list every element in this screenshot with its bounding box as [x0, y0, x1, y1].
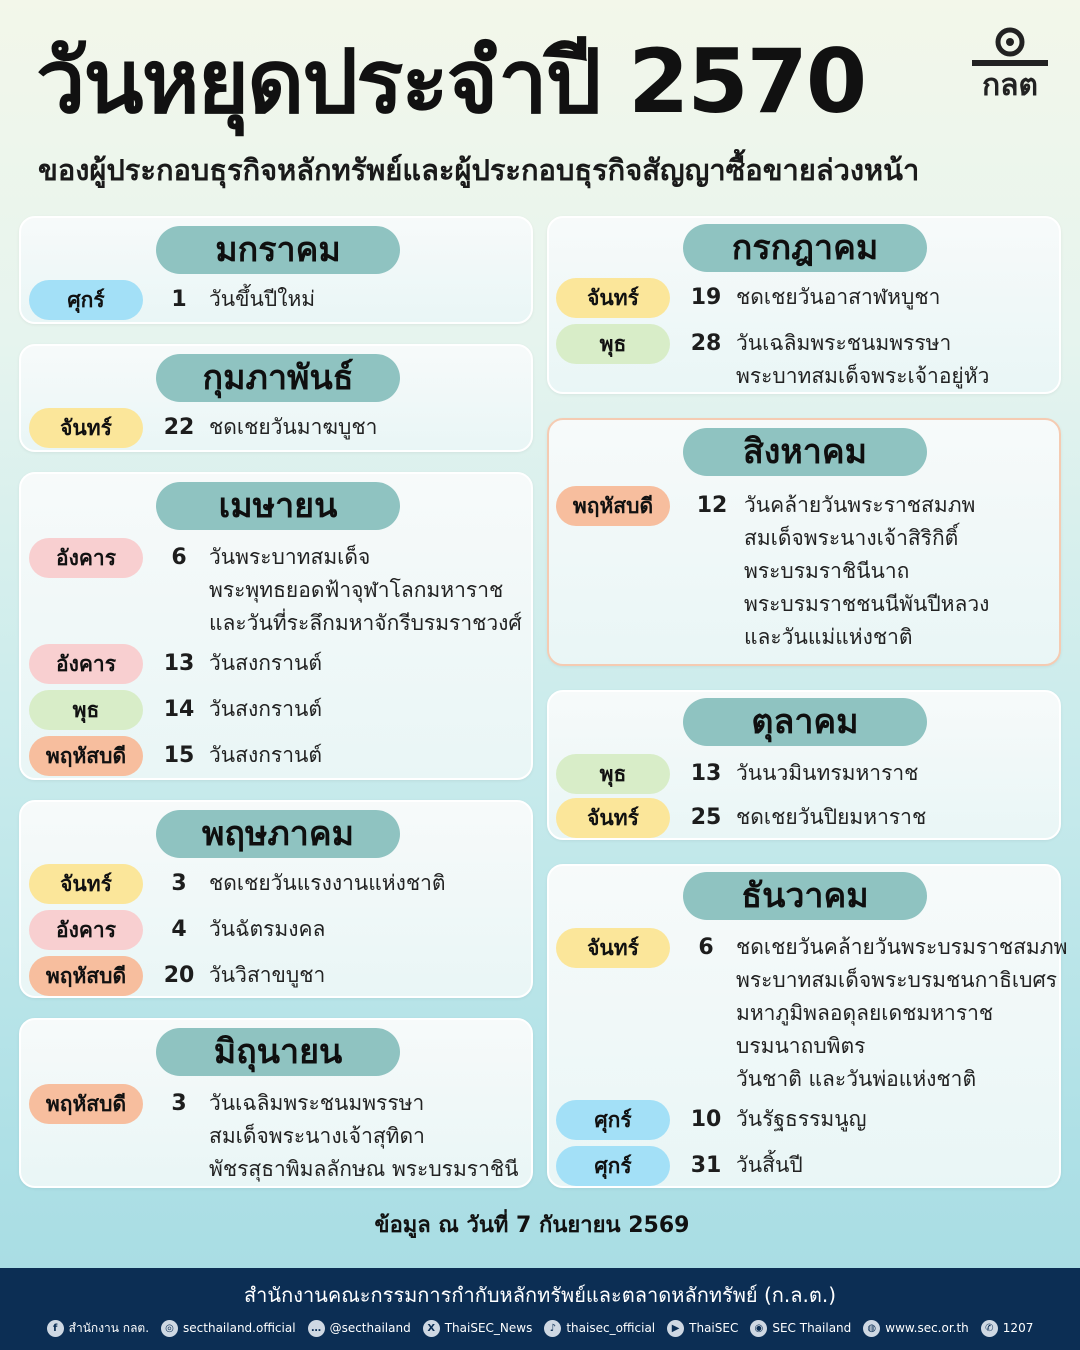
- month-title: สิงหาคม: [683, 428, 927, 476]
- holiday-description: วันคล้ายวันพระราชสมภพ สมเด็จพระนางเจ้าสิริกิติ์ พระบรมราชินีนาถ พระบรมราชชนนีพันปีหลวง และวันแม่แห่งชาติ: [744, 493, 990, 649]
- weekday-badge: ศุกร์: [556, 1100, 670, 1140]
- weekday-badge: พุธ: [556, 324, 670, 364]
- holiday-day: 25: [690, 805, 722, 830]
- holiday-description: วันเฉลิมพระชนมพรรษา สมเด็จพระนางเจ้าสุทิดา พัชรสุธาพิมลลักษณ พระบรมราชินี: [209, 1091, 519, 1181]
- weekday-badge: จันทร์: [29, 864, 143, 904]
- month-card-february: [19, 344, 533, 452]
- tiktok-icon: ♪: [544, 1320, 561, 1337]
- holiday-day: 20: [163, 963, 195, 988]
- month-title: เมษายน: [156, 482, 400, 530]
- holiday-description: วันพระบาทสมเด็จ พระพุทธยอดฟ้าจุฬาโลกมหาราช และวันที่ระลึกมหาจักรีบรมราชวงศ์: [209, 545, 522, 635]
- holiday-day: 19: [690, 285, 722, 310]
- holiday-day: 22: [163, 415, 195, 440]
- weekday-badge: พฤหัสบดี: [29, 1084, 143, 1124]
- holiday-day: 28: [690, 331, 722, 356]
- holiday-description: ชดเชยวันมาฆบูชา: [209, 415, 378, 439]
- month-card-may: [19, 800, 533, 998]
- month-title: พฤษภาคม: [156, 810, 400, 858]
- month-card-january: [19, 216, 533, 324]
- holiday-day: 31: [690, 1153, 722, 1178]
- holiday-description: วันขึ้นปีใหม่: [209, 287, 316, 311]
- month-title: กรกฎาคม: [683, 224, 927, 272]
- holiday-description: วันสิ้นปี: [736, 1153, 803, 1177]
- weekday-badge: อังคาร: [29, 910, 143, 950]
- holiday-day: 6: [698, 935, 714, 960]
- holiday-day: 3: [171, 871, 187, 896]
- page-subtitle: ของผู้ประกอบธุรกิจหลักทรัพย์และผู้ประกอบธุรกิจสัญญาซื้อขายล่วงหน้า: [38, 153, 920, 187]
- youtube-link[interactable]: ▶ ThaiSEC: [667, 1320, 738, 1337]
- facebook-icon: f: [47, 1320, 64, 1337]
- holiday-day: 4: [171, 917, 187, 942]
- month-card-december: [547, 864, 1068, 1188]
- weekday-badge: อังคาร: [29, 644, 143, 684]
- holiday-description: วันสงกรานต์: [209, 697, 322, 721]
- month-title: ธันวาคม: [683, 872, 927, 920]
- facebook-link[interactable]: f สำนักงาน กลต.: [47, 1319, 149, 1338]
- holiday-description: วันฉัตรมงคล: [209, 917, 326, 941]
- x-icon: X: [423, 1320, 440, 1337]
- month-title: มิถุนายน: [156, 1028, 400, 1076]
- line-icon: …: [308, 1320, 325, 1337]
- sec-logo: [968, 26, 1052, 110]
- sec-logo-text: กลต: [981, 68, 1039, 103]
- holiday-description: วันสงกรานต์: [209, 743, 322, 767]
- holiday-day: 13: [690, 761, 722, 786]
- month-title: มกราคม: [156, 226, 400, 274]
- footer-organization-name: สำนักงานคณะกรรมการกำกับหลักทรัพย์และตลาดหลักทรัพย์ (ก.ล.ต.): [243, 1283, 837, 1307]
- page-title: วันหยุดประจำปี 2570: [36, 30, 866, 133]
- month-card-august: [547, 418, 1061, 666]
- month-card-april: [19, 472, 533, 780]
- weekday-badge: พฤหัสบดี: [29, 736, 143, 776]
- weekday-badge: อังคาร: [29, 538, 143, 578]
- holiday-day: 14: [163, 697, 195, 722]
- weekday-badge: พฤหัสบดี: [556, 486, 670, 526]
- month-title: ตุลาคม: [683, 698, 927, 746]
- holiday-description: วันเฉลิมพระชนมพรรษา พระบาทสมเด็จพระเจ้าอยู่หัว: [736, 331, 990, 388]
- weekday-badge: ศุกร์: [29, 280, 143, 320]
- holiday-day: 12: [696, 493, 728, 518]
- hotline-link[interactable]: ✆ 1207: [981, 1320, 1034, 1337]
- instagram-link[interactable]: ◎ secthailand.official: [161, 1320, 296, 1337]
- weekday-badge: จันทร์: [556, 278, 670, 318]
- sec-app-icon: ◉: [750, 1320, 767, 1337]
- youtube-icon: ▶: [667, 1320, 684, 1337]
- globe-icon: ◍: [863, 1320, 880, 1337]
- tiktok-link[interactable]: ♪ thaisec_official: [544, 1320, 655, 1337]
- holiday-day: 3: [171, 1091, 187, 1116]
- holiday-day: 10: [690, 1107, 722, 1132]
- phone-icon: ✆: [981, 1320, 998, 1337]
- weekday-badge: จันทร์: [556, 928, 670, 968]
- instagram-icon: ◎: [161, 1320, 178, 1337]
- holiday-day: 13: [163, 651, 195, 676]
- weekday-badge: พฤหัสบดี: [29, 956, 143, 996]
- holiday-description: วันวิสาขบูชา: [209, 963, 326, 987]
- website-link[interactable]: ◍ www.sec.or.th: [863, 1320, 969, 1337]
- weekday-badge: จันทร์: [29, 408, 143, 448]
- holiday-description: วันสงกรานต์: [209, 651, 322, 675]
- weekday-badge: ศุกร์: [556, 1146, 670, 1186]
- holiday-description: ชดเชยวันอาสาฬหบูชา: [736, 285, 941, 309]
- weekday-badge: พุธ: [556, 754, 670, 794]
- data-as-of-note: ข้อมูล ณ วันที่ 7 กันยายน 2569: [374, 1213, 690, 1238]
- holiday-description: ชดเชยวันคล้ายวันพระบรมราชสมภพ พระบาทสมเด็จพระบรมชนกาธิเบศร มหาภูมิพลอดุลยเดชมหาราช บรมนาถบพิตร วันชาติ และวันพ่อแห่งชาติ: [736, 935, 1068, 1091]
- month-card-october: [547, 690, 1061, 840]
- weekday-badge: พุธ: [29, 690, 143, 730]
- month-card-june: [19, 1018, 533, 1188]
- weekday-badge: จันทร์: [556, 798, 670, 838]
- line-link[interactable]: … @secthailand: [308, 1320, 411, 1337]
- month-title: กุมภาพันธ์: [156, 354, 400, 402]
- sec-app-link[interactable]: ◉ SEC Thailand: [750, 1320, 851, 1337]
- footer: [0, 1268, 1080, 1350]
- holiday-day: 1: [171, 287, 187, 312]
- holiday-description: วันนวมินทรมหาราช: [736, 761, 919, 785]
- holiday-day: 6: [171, 545, 187, 570]
- sec-logo-icon: [968, 26, 1052, 70]
- holiday-description: ชดเชยวันแรงงานแห่งชาติ: [209, 871, 446, 895]
- holiday-description: วันรัฐธรรมนูญ: [736, 1107, 867, 1131]
- holiday-day: 15: [163, 743, 195, 768]
- month-card-july: [547, 216, 1061, 394]
- x-link[interactable]: X ThaiSEC_News: [423, 1320, 533, 1337]
- holiday-description: ชดเชยวันปิยมหาราช: [736, 805, 927, 829]
- social-links: [0, 1315, 1080, 1341]
